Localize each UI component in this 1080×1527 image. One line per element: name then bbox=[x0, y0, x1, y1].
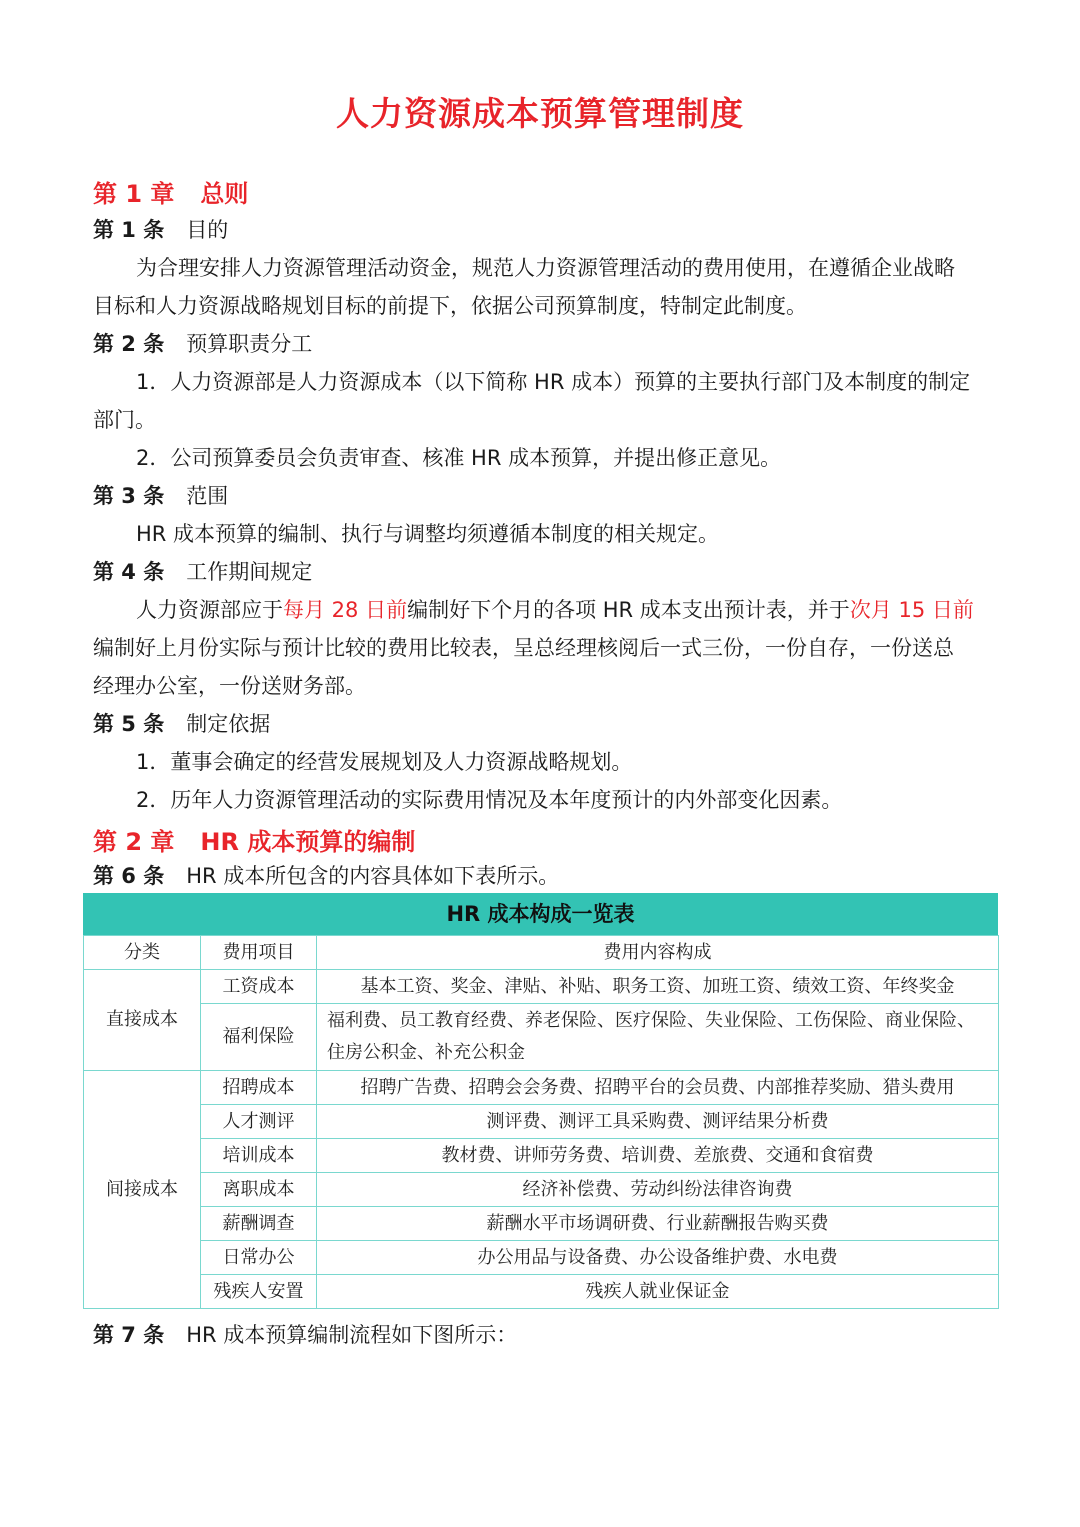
article-number: 第 2 条 bbox=[93, 332, 165, 356]
table-row bbox=[84, 1071, 999, 1105]
article-4-paragraph-line-2: 编制好上月份实际与预计比较的费用比较表，呈总经理核阅后一式三份，一份自存，一份送总 bbox=[93, 636, 954, 660]
text-run: 人力资源部应于 bbox=[136, 598, 283, 622]
article-1-heading bbox=[93, 211, 228, 249]
article-number: 第 3 条 bbox=[93, 484, 165, 508]
article-5-heading bbox=[93, 705, 270, 743]
article-title: HR 成本所包含的内容具体如下表所示。 bbox=[186, 864, 560, 888]
article-1-paragraph-line-2: 目标和人力资源战略规划目标的前提下，依据公司预算制度，特制定此制度。 bbox=[93, 294, 807, 318]
article-7-heading bbox=[93, 1316, 517, 1354]
item-cell: 离职成本 bbox=[201, 1173, 317, 1207]
table-row bbox=[84, 1173, 999, 1207]
content-cell: 经济补偿费、劳动纠纷法律咨询费 bbox=[317, 1173, 999, 1207]
article-2-heading bbox=[93, 325, 312, 363]
chapter-2-heading bbox=[93, 822, 415, 857]
article-2-item-1-line-2: 部门。 bbox=[93, 408, 156, 432]
chapter-number: 第 2 章 bbox=[93, 828, 175, 856]
article-1-paragraph-line-1: 为合理安排人力资源管理活动资金，规范人力资源管理活动的费用使用，在遵循企业战略 bbox=[136, 256, 955, 280]
deadline-highlight: 每月 28 日前 bbox=[283, 598, 408, 622]
content-cell: 招聘广告费、招聘会会务费、招聘平台的会员费、内部推荐奖励、猎头费用 bbox=[317, 1071, 999, 1105]
column-header: 分类 bbox=[84, 936, 201, 970]
text-run: 编制好下个月的各项 HR 成本支出预计表，并于 bbox=[407, 598, 850, 622]
category-cell: 直接成本 bbox=[84, 970, 201, 1071]
article-number: 第 1 条 bbox=[93, 218, 165, 242]
hr-cost-table bbox=[83, 893, 998, 1309]
article-4-paragraph-line-1 bbox=[136, 591, 974, 629]
item-cell: 招聘成本 bbox=[201, 1071, 317, 1105]
article-title: 工作期间规定 bbox=[186, 560, 313, 584]
item-cell: 残疾人安置 bbox=[201, 1275, 317, 1309]
cost-table-grid bbox=[83, 935, 999, 1309]
article-3-heading bbox=[93, 477, 228, 515]
article-number: 第 4 条 bbox=[93, 560, 165, 584]
chapter-number: 第 1 章 bbox=[93, 180, 175, 208]
table-row bbox=[84, 970, 999, 1004]
article-4-paragraph-line-3: 经理办公室，一份送财务部。 bbox=[93, 674, 366, 698]
article-5-item-2: 2．历年人力资源管理活动的实际费用情况及本年度预计的内外部变化因素。 bbox=[136, 788, 843, 812]
category-cell: 间接成本 bbox=[84, 1071, 201, 1309]
content-line: 住房公积金、补充公积金 bbox=[327, 1042, 525, 1063]
article-title: HR 成本预算编制流程如下图所示： bbox=[186, 1323, 518, 1347]
article-3-paragraph: HR 成本预算的编制、执行与调整均须遵循本制度的相关规定。 bbox=[136, 522, 720, 546]
content-cell: 薪酬水平市场调研费、行业薪酬报告购买费 bbox=[317, 1207, 999, 1241]
article-title: 制定依据 bbox=[186, 712, 271, 736]
item-cell: 培训成本 bbox=[201, 1139, 317, 1173]
chapter-title: 总则 bbox=[200, 180, 249, 208]
document-title: 人力资源成本预算管理制度 bbox=[336, 94, 744, 133]
content-cell: 测评费、测评工具采购费、测评结果分析费 bbox=[317, 1105, 999, 1139]
table-row bbox=[84, 1207, 999, 1241]
table-row bbox=[84, 1139, 999, 1173]
content-cell bbox=[317, 1004, 999, 1071]
item-cell: 福利保险 bbox=[201, 1004, 317, 1071]
table-header-row bbox=[84, 936, 999, 970]
table-row bbox=[84, 1275, 999, 1309]
deadline-highlight: 次月 15 日前 bbox=[849, 598, 974, 622]
article-number: 第 5 条 bbox=[93, 712, 165, 736]
article-6-heading bbox=[93, 857, 559, 895]
content-cell: 残疾人就业保证金 bbox=[317, 1275, 999, 1309]
content-cell: 办公用品与设备费、办公设备维护费、水电费 bbox=[317, 1241, 999, 1275]
article-number: 第 6 条 bbox=[93, 864, 165, 888]
article-title: 目的 bbox=[186, 218, 229, 242]
table-caption: HR 成本构成一览表 bbox=[83, 893, 998, 935]
article-number: 第 7 条 bbox=[93, 1323, 165, 1347]
item-cell: 工资成本 bbox=[201, 970, 317, 1004]
column-header: 费用内容构成 bbox=[317, 936, 999, 970]
article-5-item-1: 1．董事会确定的经营发展规划及人力资源战略规划。 bbox=[136, 750, 633, 774]
chapter-1-heading bbox=[93, 174, 248, 209]
article-4-heading bbox=[93, 553, 312, 591]
table-row bbox=[84, 1105, 999, 1139]
article-title: 范围 bbox=[186, 484, 229, 508]
content-line: 福利费、员工教育经费、养老保险、医疗保险、失业保险、工伤保险、商业保险、 bbox=[327, 1010, 975, 1031]
item-cell: 日常办公 bbox=[201, 1241, 317, 1275]
chapter-title: HR 成本预算的编制 bbox=[200, 828, 416, 856]
article-2-item-1-line-1: 1．人力资源部是人力资源成本（以下简称 HR 成本）预算的主要执行部门及本制度的制定 bbox=[136, 370, 971, 394]
content-cell: 教材费、讲师劳务费、培训费、差旅费、交通和食宿费 bbox=[317, 1139, 999, 1173]
content-cell: 基本工资、奖金、津贴、补贴、职务工资、加班工资、绩效工资、年终奖金 bbox=[317, 970, 999, 1004]
article-title: 预算职责分工 bbox=[186, 332, 313, 356]
table-row bbox=[84, 1241, 999, 1275]
column-header: 费用项目 bbox=[201, 936, 317, 970]
article-2-item-2: 2．公司预算委员会负责审查、核准 HR 成本预算，并提出修正意见。 bbox=[136, 446, 782, 470]
item-cell: 人才测评 bbox=[201, 1105, 317, 1139]
table-row bbox=[84, 1004, 999, 1071]
item-cell: 薪酬调查 bbox=[201, 1207, 317, 1241]
